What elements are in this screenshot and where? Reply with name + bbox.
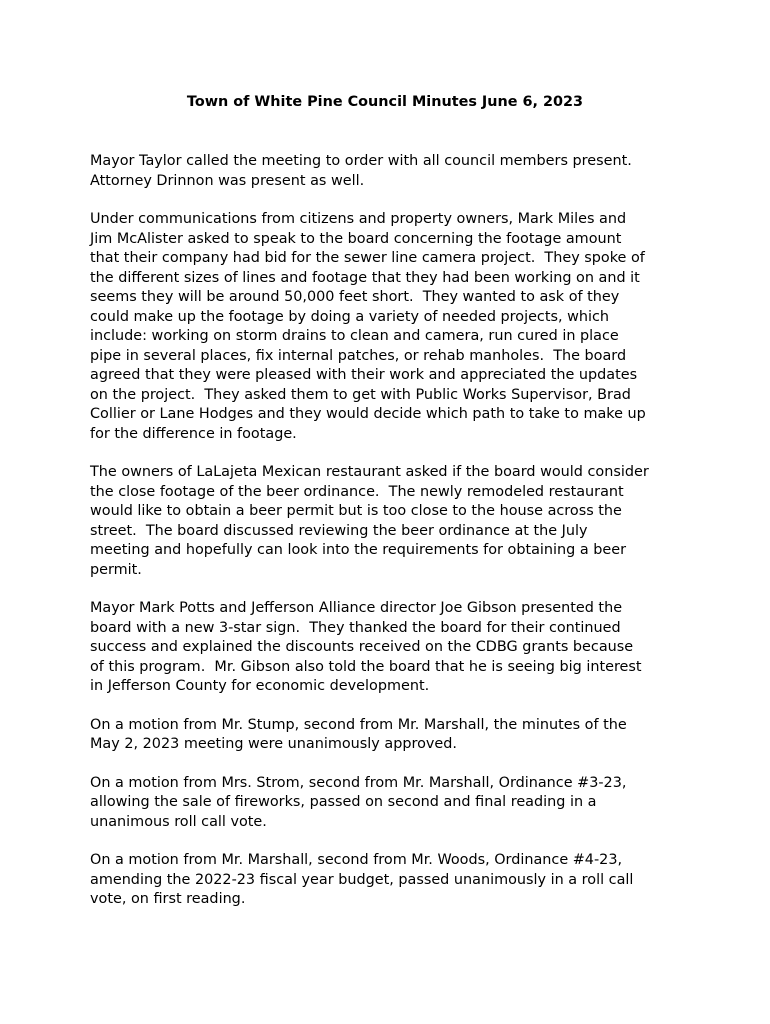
paragraph-call-to-order <box>90 152 690 191</box>
text-line: pipe in several places, fix internal patches, or rehab manholes. The board <box>90 347 627 364</box>
text-line: the close footage of the beer ordinance. The newly remodeled restaurant <box>90 483 624 500</box>
text-line: May 2, 2023 meeting were unanimously approved. <box>90 736 457 752</box>
text-line: success and explained the discounts received on the CDBG grants because <box>90 639 634 655</box>
text-line: Mayor Taylor called the meeting to order with all council members present. <box>90 153 632 169</box>
paragraph-ordinance-4-23 <box>90 851 690 910</box>
text-line: permit. <box>90 561 142 578</box>
text-line: that their company had bid for the sewer line camera project. They spoke of <box>90 250 645 266</box>
text-line: seems they will be around 50,000 feet short. They wanted to ask of they <box>90 289 620 305</box>
text-line: street. The board discussed reviewing the beer ordinance at the July <box>90 522 588 539</box>
text-line: Under communications from citizens and property owners, Mark Miles and <box>90 211 627 227</box>
text-line: The owners of LaLajeta Mexican restaurant asked if the board would consider <box>90 464 649 480</box>
paragraph-ordinance-3-23 <box>90 774 690 833</box>
text-line: the different sizes of lines and footage that they had been working on and it <box>90 269 640 286</box>
text-line: Attorney Drinnon was present as well. <box>90 172 365 189</box>
paragraph-minutes-approval <box>90 716 690 755</box>
text-line: would like to obtain a beer permit but is too close to the house across the <box>90 503 622 519</box>
text-line: On a motion from Mrs. Strom, second from Mr. Marshall, Ordinance #3-23, <box>90 774 627 791</box>
document-body <box>90 152 690 929</box>
text-line: On a motion from Mr. Stump, second from Mr. Marshall, the minutes of the <box>90 716 627 733</box>
text-line: vote, on first reading. <box>90 891 246 907</box>
document-title: Town of White Pine Council Minutes June 6, 2023 <box>186 94 584 110</box>
text-line: could make up the footage by doing a variety of needed projects, which <box>90 308 610 325</box>
text-line: allowing the sale of fireworks, passed on second and final reading in a <box>90 794 597 810</box>
text-line: for the difference in footage. <box>90 425 297 442</box>
text-line: in Jefferson County for economic development. <box>90 678 430 694</box>
paragraph-beer-ordinance <box>90 463 690 580</box>
text-line: Collier or Lane Hodges and they would decide which path to take to make up <box>90 406 646 422</box>
text-line: Jim McAlister asked to speak to the board concerning the footage amount <box>90 230 622 247</box>
text-line: meeting and hopefully can look into the requirements for obtaining a beer <box>90 542 627 558</box>
text-line: of this program. Mr. Gibson also told the board that he is seeing big interest <box>90 658 642 675</box>
text-line: On a motion from Mr. Marshall, second from Mr. Woods, Ordinance #4-23, <box>90 852 623 868</box>
paragraph-communications <box>90 210 690 444</box>
text-line: Mayor Mark Potts and Jefferson Alliance director Joe Gibson presented the <box>90 600 623 616</box>
text-line: on the project. They asked them to get with Public Works Supervisor, Brad <box>90 386 631 403</box>
text-line: include: working on storm drains to clean and camera, run cured in place <box>90 328 619 344</box>
text-line: amending the 2022-23 fiscal year budget, passed unanimously in a roll call <box>90 871 634 888</box>
text-line: agreed that they were pleased with their work and appreciated the updates <box>90 367 638 383</box>
paragraph-three-star-sign <box>90 599 690 697</box>
text-line: unanimous roll call vote. <box>90 813 267 830</box>
text-line: board with a new 3-star sign. They thanked the board for their continued <box>90 619 621 636</box>
